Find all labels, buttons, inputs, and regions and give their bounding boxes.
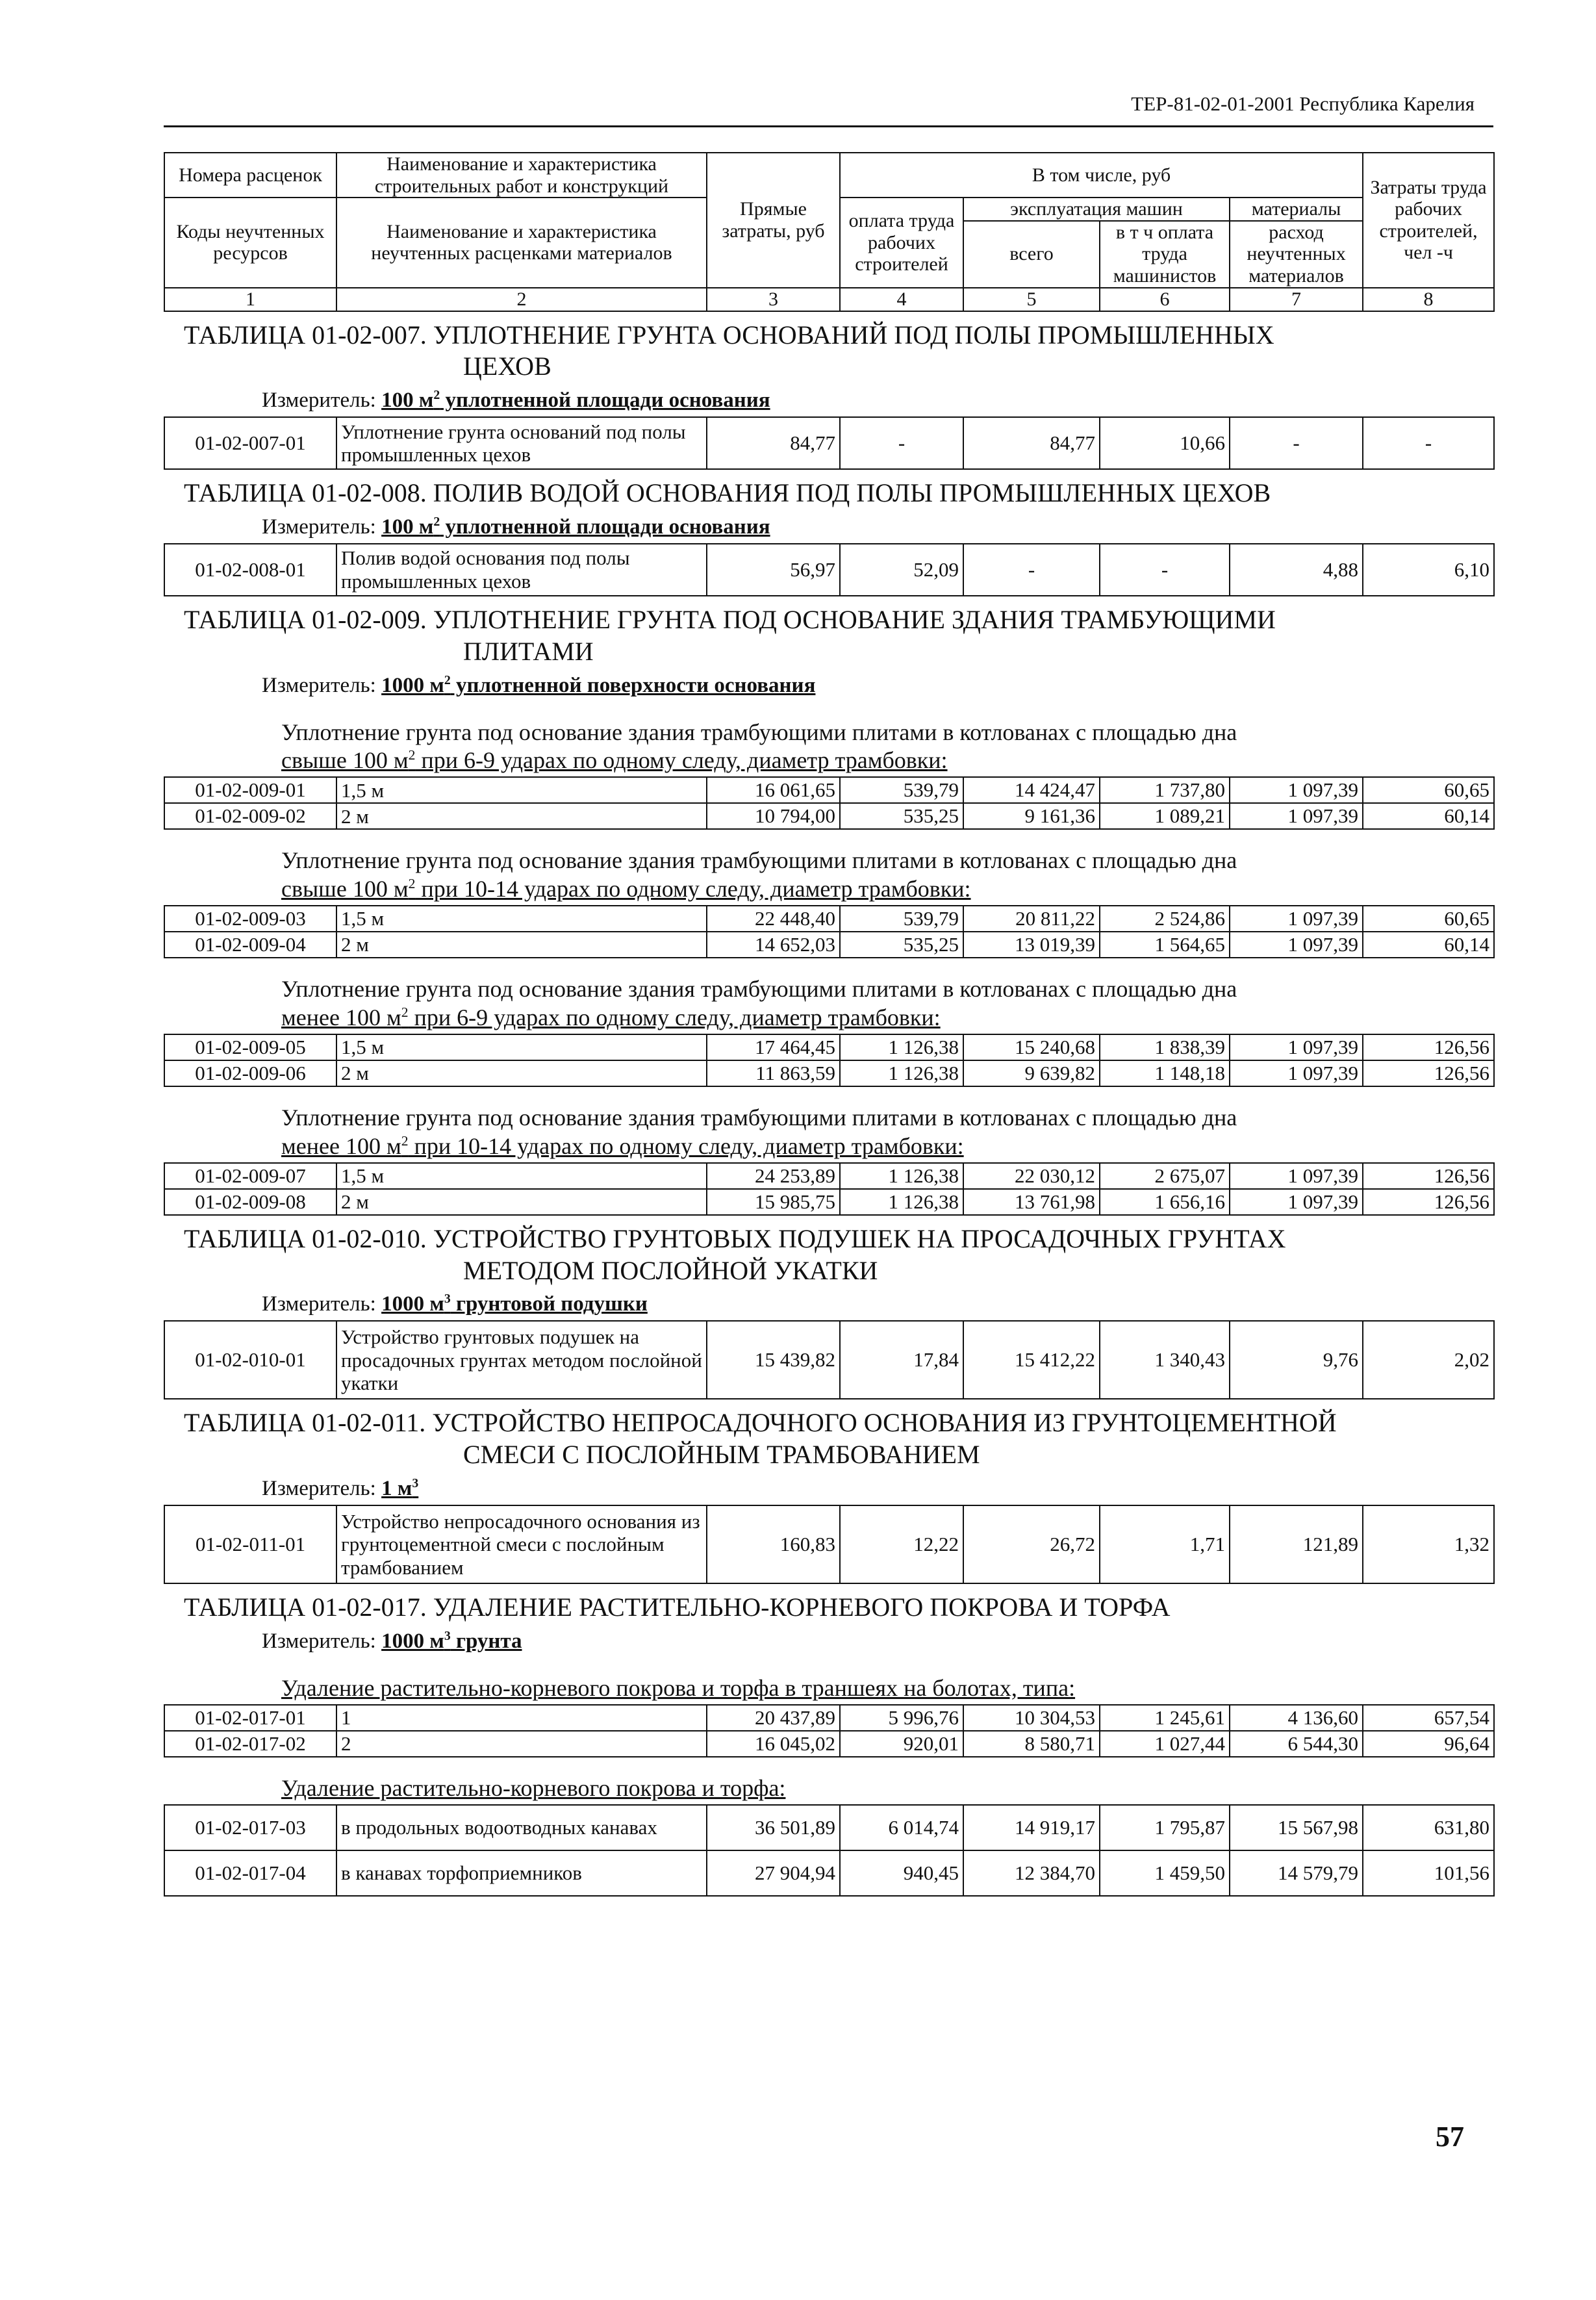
value-cell-col4: 12,22 (840, 1505, 963, 1583)
measure-unit-a: 1000 м (381, 1292, 444, 1316)
measure-unit-sup: 2 (444, 672, 451, 687)
subgroup-line2-b: при 10-14 ударах по одному следу, диаметр трамбовки: (408, 1132, 964, 1159)
rate-code: 01-02-010-01 (164, 1321, 336, 1399)
table-title (164, 1583, 1494, 1626)
subgroup-row (164, 829, 1494, 906)
value-cell-col4: 535,25 (840, 932, 963, 958)
work-name: Полив водой основания под полы промышленных цехов (336, 544, 707, 596)
value-cell-col3: 14 652,03 (707, 932, 840, 958)
value-cell-col8: 631,80 (1363, 1805, 1494, 1850)
subgroup-heading (164, 958, 1494, 1034)
table-header (164, 153, 1494, 311)
table-title-row (164, 1399, 1494, 1474)
col1-top-header: Номера расценок (164, 153, 336, 198)
value-cell-col7: 1 097,39 (1230, 906, 1363, 932)
work-name: 1,5 м (336, 1163, 707, 1189)
value-cell-col8: 126,56 (1363, 1034, 1494, 1060)
value-cell-col4: - (840, 417, 963, 469)
rate-code: 01-02-009-04 (164, 932, 336, 958)
value-cell-col5: 15 240,68 (963, 1034, 1100, 1060)
measure-unit-a: 100 м (381, 515, 434, 539)
value-cell-col3: 56,97 (707, 544, 840, 596)
table-row (164, 906, 1494, 932)
table-row (164, 803, 1494, 829)
subgroup-row (164, 1086, 1494, 1163)
table-row (164, 417, 1494, 469)
measure-prefix: Измеритель: (262, 1476, 382, 1500)
subgroup-heading (164, 1657, 1494, 1705)
header-rule (164, 125, 1493, 127)
work-name: 2 (336, 1731, 707, 1757)
rate-code: 01-02-008-01 (164, 544, 336, 596)
rate-code: 01-02-009-06 (164, 1060, 336, 1086)
measure-unit-sup: 2 (433, 514, 440, 529)
value-cell-col8: 60,65 (1363, 777, 1494, 803)
subgroup-line1: Уплотнение грунта под основание здания трамбующими плитами в котлованах с площадью дна (281, 1104, 1237, 1131)
subgroup-line2-sup: 2 (408, 876, 416, 892)
col-number: 6 (1100, 288, 1230, 311)
value-cell-col7: 1 097,39 (1230, 1034, 1363, 1060)
measure-row (164, 1626, 1494, 1657)
measure-unit-sup: 3 (444, 1628, 451, 1643)
subgroup-row (164, 1757, 1494, 1805)
work-name: Устройство непросадочного основания из грунтоцементной смеси с послойным трамбованием (336, 1505, 707, 1583)
value-cell-col8: 126,56 (1363, 1060, 1494, 1086)
value-cell-col4: 1 126,38 (840, 1060, 963, 1086)
measure-row (164, 1289, 1494, 1321)
table-title-continuation: ПЛИТАМИ (463, 636, 594, 666)
value-cell-col6: 1 340,43 (1100, 1321, 1230, 1399)
subgroup-line1: Уплотнение грунта под основание здания трамбующими плитами в котлованах с площадью дна (281, 719, 1237, 745)
subgroup-line2-a: свыше 100 м (281, 876, 409, 902)
value-cell-col8: 60,65 (1363, 906, 1494, 932)
value-cell-col7: 1 097,39 (1230, 777, 1363, 803)
table-title-text: ТАБЛИЦА 01-02-008. ПОЛИВ ВОДОЙ ОСНОВАНИЯ ПОД ПОЛЫ ПРОМЫШЛЕННЫХ ЦЕХОВ (184, 478, 1271, 508)
measure-value (381, 389, 770, 412)
value-cell-col6: 1 564,65 (1100, 932, 1230, 958)
work-name: 2 м (336, 932, 707, 958)
rate-code: 01-02-017-02 (164, 1731, 336, 1757)
table-row (164, 1163, 1494, 1189)
page-number: 57 (1436, 2121, 1464, 2153)
measure-value (381, 1629, 522, 1653)
measure-row (164, 512, 1494, 544)
measure-unit-b: уплотненной площади основания (440, 515, 770, 539)
work-name: 1 (336, 1705, 707, 1731)
subgroup-line1: Удаление растительно-корневого покрова и торфа: (281, 1774, 786, 1801)
measure-row (164, 385, 1494, 417)
table-title (164, 1399, 1494, 1474)
value-cell-col3: 27 904,94 (707, 1850, 840, 1896)
subgroup-row (164, 958, 1494, 1034)
measure-unit-a: 1000 м (381, 673, 444, 697)
table-title-continuation: МЕТОДОМ ПОСЛОЙНОЙ УКАТКИ (463, 1255, 878, 1285)
measure-prefix: Измеритель: (262, 1629, 382, 1653)
value-cell-col4: 1 126,38 (840, 1189, 963, 1215)
subgroup-line2-sup: 2 (408, 747, 416, 763)
measure-unit-a: 100 м (381, 389, 434, 413)
measure-value (381, 674, 815, 697)
value-cell-col7: 1 097,39 (1230, 1163, 1363, 1189)
col1-bottom-header: Коды неучтенных ресурсов (164, 198, 336, 287)
subgroup-heading (164, 702, 1494, 778)
value-cell-col7: 1 097,39 (1230, 803, 1363, 829)
measure-unit (164, 512, 1494, 544)
measure-unit-a: 1000 м (381, 1629, 444, 1653)
table-title-row (164, 1215, 1494, 1290)
work-name: 1,5 м (336, 906, 707, 932)
measure-prefix: Измеритель: (262, 673, 382, 697)
value-cell-col8: 126,56 (1363, 1163, 1494, 1189)
subgroup-line1: Удаление растительно-корневого покрова и торфа в траншеях на болотах, типа: (281, 1674, 1076, 1701)
table-title-text: ТАБЛИЦА 01-02-009. УПЛОТНЕНИЕ ГРУНТА ПОД ОСНОВАНИЕ ЗДАНИЯ ТРАМБУЮЩИМИ (184, 604, 1276, 634)
col-number: 7 (1230, 288, 1363, 311)
value-cell-col5: 8 580,71 (963, 1731, 1100, 1757)
col-number: 5 (963, 288, 1100, 311)
rate-code: 01-02-009-08 (164, 1189, 336, 1215)
value-cell-col4: 1 126,38 (840, 1034, 963, 1060)
value-cell-col6: 1 459,50 (1100, 1850, 1230, 1896)
value-cell-col3: 20 437,89 (707, 1705, 840, 1731)
value-cell-col8: 101,56 (1363, 1850, 1494, 1896)
value-cell-col6: 1 027,44 (1100, 1731, 1230, 1757)
value-cell-col4: 539,79 (840, 777, 963, 803)
col7-header: расход неучтенных материалов (1230, 221, 1363, 288)
measure-unit-b: грунтовой подушки (450, 1292, 648, 1316)
table-row (164, 544, 1494, 596)
table-title-row (164, 469, 1494, 512)
col4-header: оплата труда рабочих строителей (840, 198, 963, 287)
col-number: 3 (707, 288, 840, 311)
subgroup-row (164, 702, 1494, 778)
value-cell-col7: 1 097,39 (1230, 1060, 1363, 1086)
col-number: 1 (164, 288, 336, 311)
table-row (164, 1189, 1494, 1215)
value-cell-col5: 9 161,36 (963, 803, 1100, 829)
measure-unit (164, 1626, 1494, 1657)
subgroup-line2-b: при 6-9 ударах по одному следу, диаметр трамбовки: (415, 747, 948, 774)
value-cell-col4: 539,79 (840, 906, 963, 932)
group-machines-header: эксплуатация машин (963, 198, 1230, 221)
table-row (164, 1505, 1494, 1583)
subgroup-line2-a: менее 100 м (281, 1004, 401, 1031)
measure-unit-b: грунта (450, 1629, 522, 1653)
value-cell-col6: 1 089,21 (1100, 803, 1230, 829)
col-number: 2 (336, 288, 707, 311)
measure-unit-sup: 3 (444, 1292, 451, 1307)
value-cell-col6: 2 524,86 (1100, 906, 1230, 932)
value-cell-col3: 10 794,00 (707, 803, 840, 829)
value-cell-col7: 9,76 (1230, 1321, 1363, 1399)
measure-unit-b: уплотненной площади основания (440, 389, 770, 413)
rate-code: 01-02-017-01 (164, 1705, 336, 1731)
value-cell-col8: 96,64 (1363, 1731, 1494, 1757)
measure-value (381, 1477, 418, 1500)
rate-code: 01-02-009-05 (164, 1034, 336, 1060)
col-number: 8 (1363, 288, 1494, 311)
subgroup-line2-sup: 2 (401, 1132, 409, 1149)
measure-prefix: Измеритель: (262, 515, 382, 539)
value-cell-col8: 6,10 (1363, 544, 1494, 596)
measure-unit-sup: 2 (433, 388, 440, 403)
value-cell-col4: 920,01 (840, 1731, 963, 1757)
work-name: Устройство грунтовых подушек на просадочных грунтах методом послойной укатки (336, 1321, 707, 1399)
value-cell-col8: 1,32 (1363, 1505, 1494, 1583)
value-cell-col7: 1 097,39 (1230, 1189, 1363, 1215)
table-title (164, 596, 1494, 671)
value-cell-col5: 14 424,47 (963, 777, 1100, 803)
measure-unit-sup: 3 (412, 1476, 419, 1490)
table-body (164, 311, 1494, 1896)
subgroup-heading (164, 829, 1494, 906)
subgroup-line2-a: свыше 100 м (281, 747, 409, 774)
value-cell-col8: - (1363, 417, 1494, 469)
value-cell-col3: 11 863,59 (707, 1060, 840, 1086)
rate-code: 01-02-017-04 (164, 1850, 336, 1896)
value-cell-col3: 16 061,65 (707, 777, 840, 803)
col2-bottom-header: Наименование и характеристика неучтенных расценками материалов (336, 198, 707, 287)
subgroup-line2 (281, 876, 971, 902)
value-cell-col6: 10,66 (1100, 417, 1230, 469)
subgroup-line1: Уплотнение грунта под основание здания трамбующими плитами в котлованах с площадью дна (281, 976, 1237, 1003)
value-cell-col6: 1 795,87 (1100, 1805, 1230, 1850)
value-cell-col8: 657,54 (1363, 1705, 1494, 1731)
measure-unit-a: 1 м (381, 1476, 412, 1500)
value-cell-col5: 20 811,22 (963, 906, 1100, 932)
subgroup-line2-sup: 2 (401, 1004, 409, 1021)
value-cell-col4: 17,84 (840, 1321, 963, 1399)
value-cell-col7: - (1230, 417, 1363, 469)
value-cell-col5: 84,77 (963, 417, 1100, 469)
measure-unit (164, 671, 1494, 702)
subgroup-line2-b: при 10-14 ударах по одному следу, диаметр трамбовки: (415, 876, 971, 902)
value-cell-col5: 13 019,39 (963, 932, 1100, 958)
table-row (164, 1731, 1494, 1757)
rate-code: 01-02-007-01 (164, 417, 336, 469)
value-cell-col8: 60,14 (1363, 932, 1494, 958)
measure-row (164, 671, 1494, 702)
table-row (164, 1034, 1494, 1060)
table-title-continuation: ЦЕХОВ (463, 351, 551, 381)
value-cell-col5: 9 639,82 (963, 1060, 1100, 1086)
col5-header: всего (963, 221, 1100, 288)
value-cell-col4: 52,09 (840, 544, 963, 596)
work-name: 1,5 м (336, 777, 707, 803)
value-cell-col5: 15 412,22 (963, 1321, 1100, 1399)
subgroup-line2-b: при 6-9 ударах по одному следу, диаметр трамбовки: (408, 1004, 941, 1031)
table-title-text: ТАБЛИЦА 01-02-017. УДАЛЕНИЕ РАСТИТЕЛЬНО-КОРНЕВОГО ПОКРОВА И ТОРФА (184, 1592, 1171, 1622)
table-row (164, 1321, 1494, 1399)
value-cell-col3: 36 501,89 (707, 1805, 840, 1850)
table-row (164, 1805, 1494, 1850)
rate-code: 01-02-009-07 (164, 1163, 336, 1189)
table-title-row (164, 1583, 1494, 1626)
value-cell-col3: 17 464,45 (707, 1034, 840, 1060)
value-cell-col7: 6 544,30 (1230, 1731, 1363, 1757)
col-number: 4 (840, 288, 963, 311)
subgroup-row (164, 1657, 1494, 1705)
value-cell-col7: 121,89 (1230, 1505, 1363, 1583)
value-cell-col5: 26,72 (963, 1505, 1100, 1583)
table-row (164, 1060, 1494, 1086)
value-cell-col4: 5 996,76 (840, 1705, 963, 1731)
value-cell-col6: - (1100, 544, 1230, 596)
value-cell-col7: 1 097,39 (1230, 932, 1363, 958)
table-title (164, 469, 1494, 512)
value-cell-col7: 15 567,98 (1230, 1805, 1363, 1850)
value-cell-col3: 15 985,75 (707, 1189, 840, 1215)
table-title-text: ТАБЛИЦА 01-02-010. УСТРОЙСТВО ГРУНТОВЫХ ПОДУШЕК НА ПРОСАДОЧНЫХ ГРУНТАХ (184, 1223, 1286, 1253)
work-name: 2 м (336, 1060, 707, 1086)
value-cell-col5: 13 761,98 (963, 1189, 1100, 1215)
measure-unit (164, 1474, 1494, 1505)
value-cell-col4: 535,25 (840, 803, 963, 829)
subgroup-heading (164, 1086, 1494, 1163)
value-cell-col3: 160,83 (707, 1505, 840, 1583)
value-cell-col7: 4,88 (1230, 544, 1363, 596)
value-cell-col8: 126,56 (1363, 1189, 1494, 1215)
table-row (164, 1850, 1494, 1896)
table-title (164, 1215, 1494, 1290)
col6-header: в т ч оплата труда машинистов (1100, 221, 1230, 288)
value-cell-col3: 24 253,89 (707, 1163, 840, 1189)
value-cell-col3: 15 439,82 (707, 1321, 840, 1399)
col8-header: Затраты труда рабочих строителей, чел -ч (1363, 153, 1494, 288)
subgroup-line2 (281, 747, 948, 773)
value-cell-col4: 940,45 (840, 1850, 963, 1896)
value-cell-col8: 60,14 (1363, 803, 1494, 829)
value-cell-col5: 22 030,12 (963, 1163, 1100, 1189)
value-cell-col7: 14 579,79 (1230, 1850, 1363, 1896)
value-cell-col3: 22 448,40 (707, 906, 840, 932)
value-cell-col6: 1 245,61 (1100, 1705, 1230, 1731)
rate-code: 01-02-009-01 (164, 777, 336, 803)
table-title-continuation: СМЕСИ С ПОСЛОЙНЫМ ТРАМБОВАНИЕМ (463, 1440, 980, 1470)
work-name: 2 м (336, 1189, 707, 1215)
value-cell-col5: 14 919,17 (963, 1805, 1100, 1850)
table-title (164, 311, 1494, 386)
measure-unit (164, 385, 1494, 417)
work-name: в канавах торфоприемников (336, 1850, 707, 1896)
rate-code: 01-02-011-01 (164, 1505, 336, 1583)
rate-code: 01-02-017-03 (164, 1805, 336, 1850)
value-cell-col6: 1,71 (1100, 1505, 1230, 1583)
col2-top-header: Наименование и характеристика строительных работ и конструкций (336, 153, 707, 198)
value-cell-col4: 1 126,38 (840, 1163, 963, 1189)
table-row (164, 932, 1494, 958)
work-name: 2 м (336, 803, 707, 829)
value-cell-col3: 16 045,02 (707, 1731, 840, 1757)
price-table (164, 152, 1495, 1897)
measure-unit (164, 1289, 1494, 1321)
rate-code: 01-02-009-03 (164, 906, 336, 932)
document-reference: ТЕР-81-02-01-2001 Республика Карелия (1131, 92, 1475, 115)
group-incl-header: В том числе, руб (840, 153, 1363, 198)
work-name: 1,5 м (336, 1034, 707, 1060)
measure-row (164, 1474, 1494, 1505)
value-cell-col6: 1 838,39 (1100, 1034, 1230, 1060)
measure-prefix: Измеритель: (262, 1292, 382, 1316)
table-title-row (164, 311, 1494, 386)
measure-prefix: Измеритель: (262, 389, 382, 413)
value-cell-col5: - (963, 544, 1100, 596)
work-name: в продольных водоотводных канавах (336, 1805, 707, 1850)
subgroup-heading (164, 1757, 1494, 1805)
subgroup-line1: Уплотнение грунта под основание здания трамбующими плитами в котлованах с площадью дна (281, 847, 1237, 874)
table-title-text: ТАБЛИЦА 01-02-011. УСТРОЙСТВО НЕПРОСАДОЧНОГО ОСНОВАНИЯ ИЗ ГРУНТОЦЕМЕНТНОЙ (184, 1408, 1337, 1438)
measure-unit-b: уплотненной поверхности основания (450, 673, 816, 697)
table-row (164, 777, 1494, 803)
value-cell-col5: 12 384,70 (963, 1850, 1100, 1896)
measure-value (381, 515, 770, 539)
value-cell-col8: 2,02 (1363, 1321, 1494, 1399)
value-cell-col5: 10 304,53 (963, 1705, 1100, 1731)
value-cell-col6: 1 737,80 (1100, 777, 1230, 803)
subgroup-line2 (281, 1133, 964, 1159)
value-cell-col6: 2 675,07 (1100, 1163, 1230, 1189)
value-cell-col3: 84,77 (707, 417, 840, 469)
work-name: Уплотнение грунта оснований под полы промышленных цехов (336, 417, 707, 469)
rate-code: 01-02-009-02 (164, 803, 336, 829)
value-cell-col7: 4 136,60 (1230, 1705, 1363, 1731)
value-cell-col6: 1 148,18 (1100, 1060, 1230, 1086)
group-materials-header: материалы (1230, 198, 1363, 221)
value-cell-col6: 1 656,16 (1100, 1189, 1230, 1215)
measure-value (381, 1292, 648, 1316)
subgroup-line2-a: менее 100 м (281, 1132, 401, 1159)
col3-header: Прямые затраты, руб (707, 153, 840, 288)
value-cell-col4: 6 014,74 (840, 1805, 963, 1850)
subgroup-line2 (281, 1004, 941, 1030)
table-row (164, 1705, 1494, 1731)
table-title-row (164, 596, 1494, 671)
table-title-text: ТАБЛИЦА 01-02-007. УПЛОТНЕНИЕ ГРУНТА ОСНОВАНИЙ ПОД ПОЛЫ ПРОМЫШЛЕННЫХ (184, 320, 1274, 350)
